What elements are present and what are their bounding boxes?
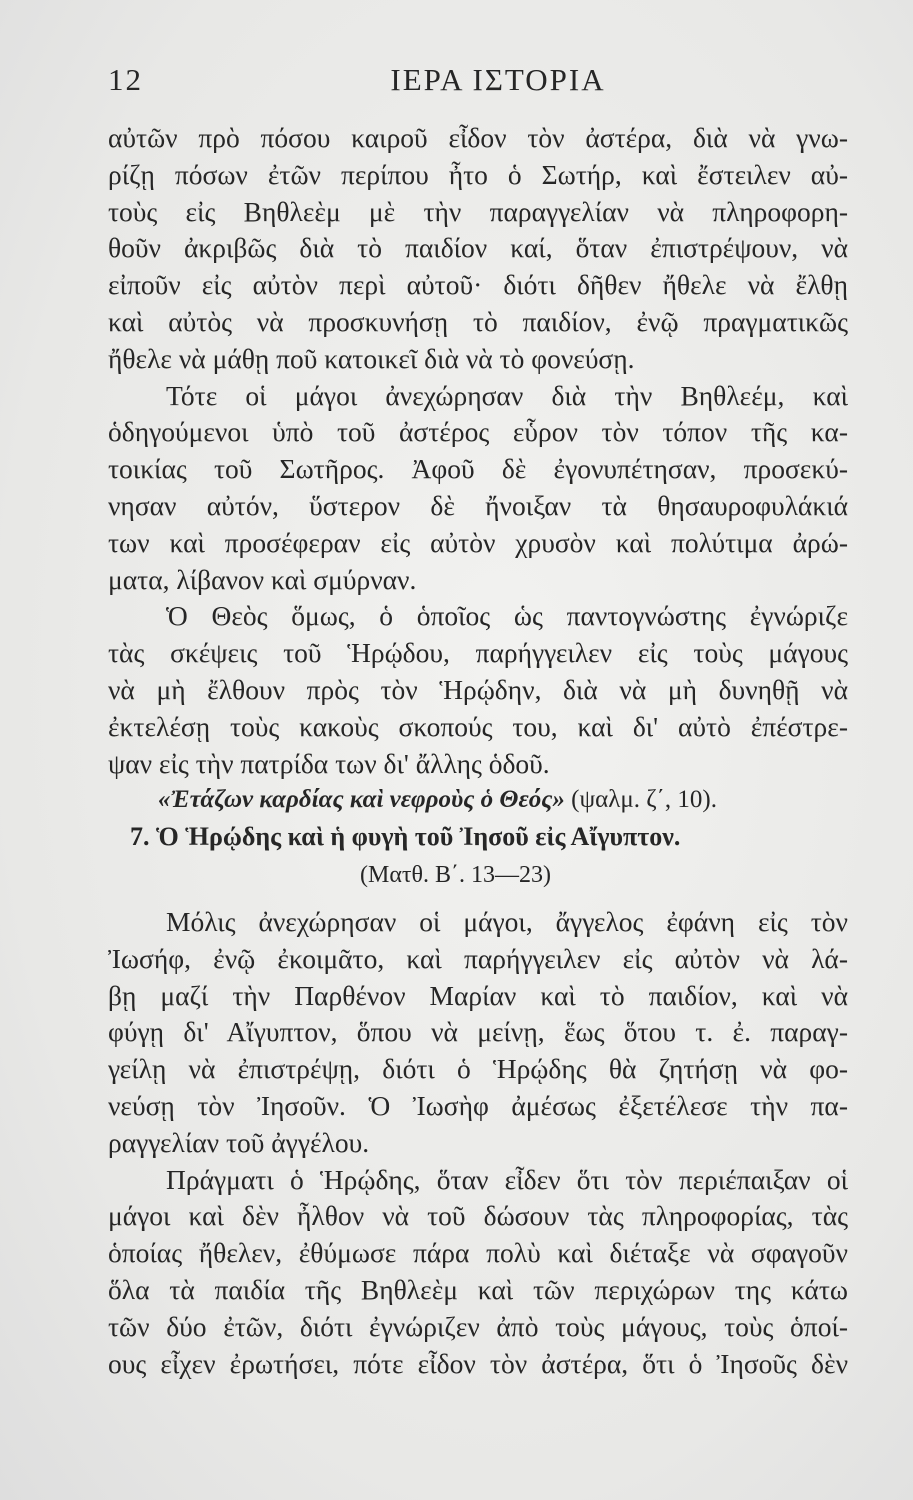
text-line: των καὶ προσέφεραν εἰς αὐτὸν χρυσὸν καὶ πολύτιμα ἀρώ-	[108, 526, 848, 558]
running-title: ΙΕΡΑ ΙΣΤΟΡΙΑ	[390, 62, 606, 97]
text-line: αὐτῶν πρὸ πόσου καιροῦ εἶδον τὸν ἀστέρα, διὰ νὰ γνω-	[108, 122, 848, 153]
text-line: ὅλα τὰ παιδία τῆς Βηθλεὲμ καὶ τῶν περιχώρων της κάτω	[108, 1273, 848, 1305]
quote-citation: (ψαλμ. ζ΄, 10).	[571, 786, 717, 814]
text-line: ρίζῃ πόσων ἐτῶν περίπου ἦτο ὁ Σωτήρ, καὶ ἔστειλεν αὐ-	[108, 158, 848, 190]
text-line: φύγῃ δι' Αἴγυπτον, ὅπου νὰ μείνῃ, ἕως ὅτου τ. ἐ. παραγ-	[108, 1016, 848, 1048]
paragraph	[108, 1162, 848, 1383]
text-line: ὁποίας ἤθελεν, ἐθύμωσε πάρα πολὺ καὶ διέταξε νὰ σφαγοῦν	[108, 1237, 848, 1269]
text-line: ραγγελίαν τοῦ ἀγγέλου.	[108, 1126, 370, 1158]
paragraph	[108, 598, 848, 782]
page-number: 12	[108, 62, 143, 97]
paragraph	[108, 378, 848, 599]
text-line: νησαν αὐτόν, ὕστερον δὲ ἤνοιξαν τὰ θησαυροφυλάκιά	[108, 489, 848, 521]
text-line: Τότε οἱ μάγοι ἀνεχώρησαν διὰ τὴν Βηθλεέμ, καὶ	[166, 379, 848, 411]
text-line: Ὁ Θεὸς ὅμως, ὁ ὁποῖος ὡς παντογνώστης ἐγνώριζε	[166, 600, 848, 632]
text-line: τὰς σκέψεις τοῦ Ἡρῴδου, παρήγγειλεν εἰς τοὺς μάγους	[108, 637, 848, 669]
section-reference: (Ματθ. Β΄. 13—23)	[360, 861, 552, 888]
page-text	[108, 120, 848, 1382]
text-line: καὶ αὐτὸς νὰ προσκυνήσῃ τὸ παιδίον, ἐνῷ πραγματικῶς	[108, 305, 848, 337]
text-line: Πράγματι ὁ Ἡρῴδης, ὅταν εἶδεν ὅτι τὸν περιέπαιξαν οἱ	[166, 1163, 848, 1195]
text-line: ους εἶχεν ἐρωτήσει, πότε εἶδον τὸν ἀστέρα, ὅτι ὁ Ἰησοῦς δὲν	[108, 1347, 848, 1379]
paragraph	[108, 904, 848, 1162]
text-line: τῶν δύο ἐτῶν, διότι ἐγνώριζεν ἀπὸ τοὺς μάγους, τοὺς ὁποί-	[108, 1310, 848, 1342]
text-line: τοὺς εἰς Βηθλεὲμ μὲ τὴν παραγγελίαν νὰ πληροφορη-	[108, 195, 848, 227]
text-line: ἤθελε νὰ μάθῃ ποῦ κατοικεῖ διὰ νὰ τὸ φονεύσῃ.	[108, 342, 635, 374]
quote-text: «Ἐτάζων καρδίας καὶ νεφροὺς ὁ Θεός»	[158, 786, 565, 814]
paragraph	[108, 120, 848, 378]
section-title: 7. Ὁ Ἡρῴδης καὶ ἡ φυγὴ τοῦ Ἰησοῦ εἰς Αἴγυπτον.	[130, 822, 681, 852]
text-line: γείλῃ νὰ ἐπιστρέψῃ, διότι ὁ Ἡρῴδης θὰ ζητήσῃ νὰ φο-	[108, 1053, 848, 1085]
text-line: ὁδηγούμενοι ὑπὸ τοῦ ἀστέρος εὗρον τὸν τόπον τῆς κα-	[108, 416, 848, 448]
text-line: νὰ μὴ ἔλθουν πρὸς τὸν Ἡρῴδην, διὰ νὰ μὴ δυνηθῇ νὰ	[108, 673, 848, 705]
text-line: νεύσῃ τὸν Ἰησοῦν. Ὁ Ἰωσὴφ ἀμέσως ἐξετέλεσε τὴν πα-	[108, 1089, 848, 1121]
spacer	[108, 894, 848, 904]
text-line: εἰποῦν εἰς αὐτὸν περὶ αὐτοῦ· διότι δῆθεν ἤθελε νὰ ἔλθῃ	[108, 269, 848, 301]
text-line: βῃ μαζί τὴν Παρθένον Μαρίαν καὶ τὸ παιδίον, καὶ νὰ	[108, 979, 848, 1011]
text-line: ματα, λίβανον καὶ σμύρναν.	[108, 563, 417, 595]
text-line: θοῦν ἀκριβῶς διὰ τὸ παιδίον καί, ὅταν ἐπιστρέψουν, νὰ	[108, 232, 848, 264]
scripture-quote	[108, 782, 848, 819]
text-line: ψαν εἰς τὴν πατρίδα των δι' ἄλλης ὁδοῦ.	[108, 747, 550, 779]
text-line: μάγοι καὶ δὲν ἦλθον νὰ τοῦ δώσουν τὰς πληροφορίας, τὰς	[108, 1200, 848, 1232]
text-line: τοικίας τοῦ Σωτῆρος. Ἀφοῦ δὲ ἐγονυπέτησαν, προσεκύ-	[108, 453, 848, 485]
page-header	[108, 62, 848, 102]
text-line: Ἰωσήφ, ἐνῷ ἐκοιμᾶτο, καὶ παρήγγειλεν εἰς αὐτὸν νὰ λά-	[108, 942, 848, 974]
text-line: Μόλις ἀνεχώρησαν οἱ μάγοι, ἄγγελος ἐφάνη εἰς τὸν	[166, 905, 848, 937]
text-line: ἐκτελέσῃ τοὺς κακοὺς σκοπούς του, καὶ δι' αὐτὸ ἐπέστρε-	[108, 710, 848, 742]
